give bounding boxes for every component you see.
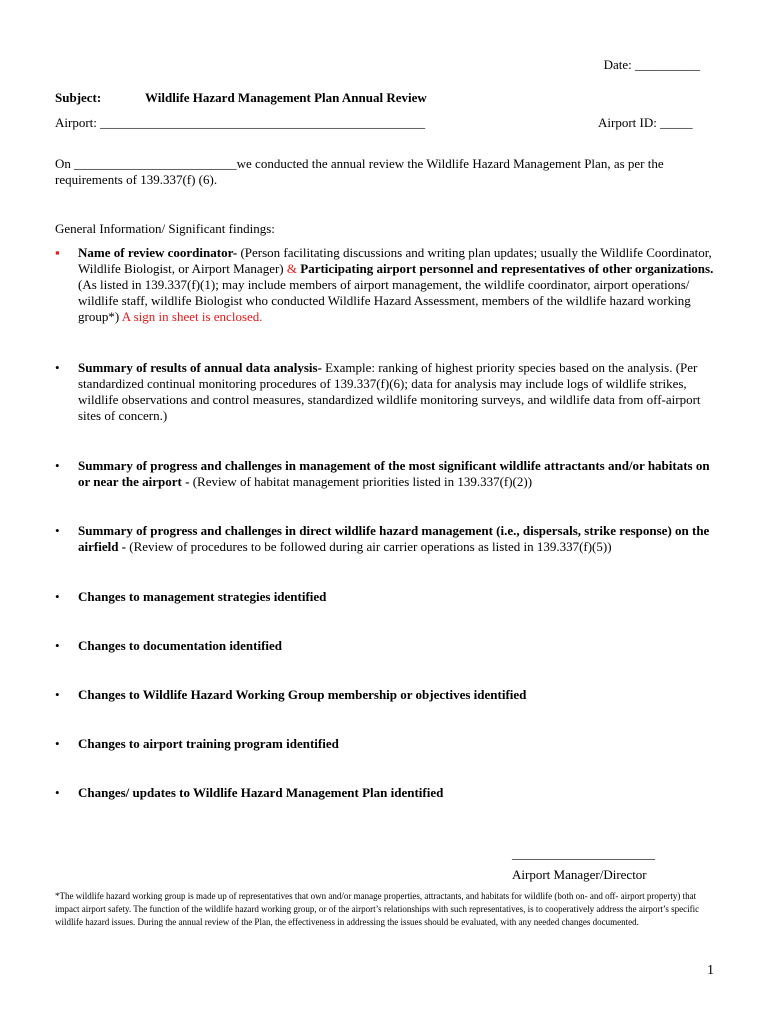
bullet-attractants-habitats [55, 458, 715, 490]
footnote: *The wildlife hazard working group is made up of representatives that own and/or manage properties, attractants, and habitats for wildlife (both on- and off- airport property) that impact airport safety. The function of the wildlife hazard working group, or of the airport’s relationships with such representatives, is to cooperatively address the airport’s specific wildlife hazard issues. During the annual review of the Plan, the effectiveness in addressing the issues should be evaluated, with any needed changes documented. [55, 891, 700, 927]
bullet-bold-text: Changes to documentation identified [78, 638, 283, 653]
sign-in-sheet-note: A sign in sheet is enclosed. [121, 309, 263, 324]
bullet-review-coordinator [55, 245, 715, 325]
bullet-bold-text: Summary of results of annual data analysis- [78, 360, 322, 375]
bullet-bold-text: Changes to airport training program identified [78, 736, 339, 751]
bullet-body-text: (Review of procedures to be followed during air carrier operations as listed in 139.337(f)(5)) [126, 539, 612, 554]
date-field: Date: __________ [603, 57, 700, 72]
subject-label: Subject: [55, 90, 102, 105]
bullet-icon: • [55, 687, 60, 702]
bullet-training-program [55, 736, 715, 752]
bullet-icon: • [55, 523, 60, 538]
bullet-bold-text: Participating airport personnel and representatives of other organizations. [297, 261, 714, 276]
bullet-direct-hazard-management [55, 523, 715, 555]
bullet-body-text: (Person facilitating discussions and writing plan updates; usually the Wildlife Coordinator, Wildlife Biologist, or Airport Manager) [78, 245, 712, 276]
bullet-icon: • [55, 360, 60, 375]
bullet-management-strategies [55, 589, 715, 605]
intro-paragraph: On _________________________we conducted the annual review the Wildlife Hazard Management Plan, as per the requirements of 139.337(f) (6). [55, 156, 664, 187]
ampersand: & [286, 261, 298, 276]
bullet-body-text: (As listed in 139.337(f)(1); may include members of airport management, the wildlife coordinator, airport operations/ wildlife staff, wildlife Biologist who conducted Wildlife Hazard Assessment, members of the wildlife hazard working group*) [78, 277, 691, 324]
subject-title: Wildlife Hazard Management Plan Annual Review [145, 90, 427, 105]
signature-label: Airport Manager/Director [512, 867, 647, 882]
bullet-text [78, 523, 715, 555]
bullet-text [78, 360, 715, 424]
bullet-bold-text: Changes/ updates to Wildlife Hazard Management Plan identified [78, 785, 444, 800]
bullet-icon: • [55, 638, 60, 653]
bullet-bold-text: Changes to management strategies identified [78, 589, 327, 604]
bullet-data-analysis [55, 360, 715, 424]
general-info-heading: General Information/ Significant findings: [55, 221, 275, 236]
bullet-bold-text: Summary of progress and challenges in management of the most significant wildlife attractants and/or habitats on or near the airport - [78, 458, 710, 489]
bullet-text [78, 245, 715, 325]
bullet-body-text: (Review of habitat management priorities listed in 139.337(f)(2)) [189, 474, 533, 489]
bullet-bold-text: Changes to Wildlife Hazard Working Group membership or objectives identified [78, 687, 527, 702]
page-number: 1 [707, 963, 714, 978]
bullet-icon: • [55, 785, 60, 800]
bullet-working-group [55, 687, 715, 703]
bullet-icon: • [55, 589, 60, 604]
airport-id-field: Airport ID: _____ [598, 115, 693, 130]
bullet-text [78, 458, 715, 490]
bullet-plan-updates [55, 785, 715, 801]
bullet-bold-text: Summary of progress and challenges in direct wildlife hazard management (i.e., dispersals, strike response) on the airfield - [78, 523, 710, 554]
signature-line: ______________________ [512, 846, 655, 861]
bullet-icon: • [55, 458, 60, 473]
bullet-icon: • [55, 736, 60, 751]
airport-field: Airport: __________________________________________________ [55, 115, 426, 130]
bullet-bold-text: Name of review coordinator- [78, 245, 238, 260]
bullet-documentation [55, 638, 715, 654]
bullet-body-text: Example: ranking of highest priority species based on the analysis. (Per standardized continual monitoring procedures of 139.337(f)(6); data for analysis may include logs of wildlife strikes, wildlife observations and control measures, standardized wildlife monitoring surveys, and wildlife data from off-airport sites of concern.) [78, 360, 701, 423]
square-bullet-icon: ▪ [55, 245, 60, 260]
